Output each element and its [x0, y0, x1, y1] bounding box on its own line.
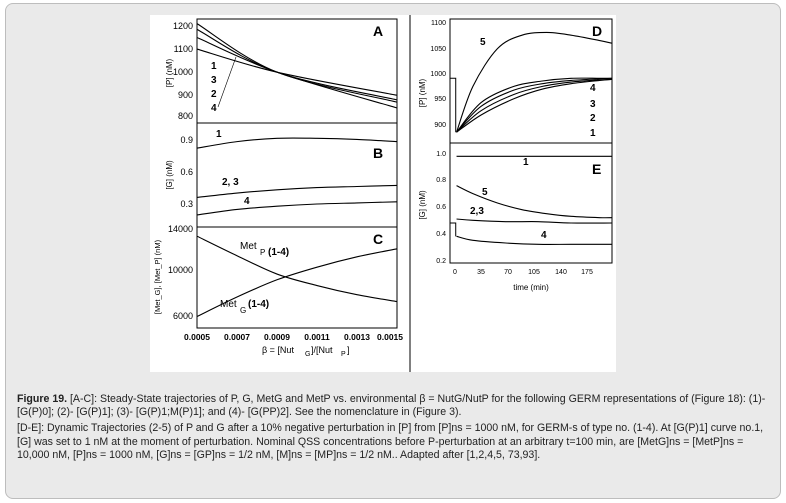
caption-paragraph-1 — [17, 393, 767, 419]
left-xlabel-beta: β = [Nut — [262, 345, 294, 355]
c-ylabel: [Met_G], [Met_P] (nM) — [153, 239, 162, 315]
panel-e-perturbation-step — [450, 223, 456, 236]
panel-label-a: A — [373, 23, 384, 39]
panel-e-series-line — [457, 236, 612, 244]
e-ytick: 0.2 — [436, 258, 446, 265]
a-curve-label: 1 — [211, 61, 217, 72]
right-xtick: 105 — [528, 269, 540, 276]
c-label-metp-suffix: (1-4) — [268, 247, 290, 258]
left-xlabel-end: ] — [347, 345, 350, 355]
left-plot-frame — [197, 19, 397, 328]
a-ytick: 1100 — [173, 44, 193, 54]
d-ytick: 1000 — [430, 71, 446, 78]
panel-a-series-line — [197, 49, 397, 95]
caption-text-1: [A-C]: Steady-State trajectories of P, G, MetG and MetP vs. environmental β = NutG/NutP for the following GERM representations of (Figure 18): (1)- [G(P)0]; (2)- [G(P)1]; (3)- [G(P)1;M(P)1]; and (4)- [G(PP)2]. See the nomenclature in (Figure 3). — [17, 393, 766, 419]
left-xlabel-sub1: G — [305, 351, 311, 358]
panel-b-series-line — [197, 202, 397, 215]
e-ytick: 0.4 — [436, 231, 446, 238]
right-xtick: 140 — [555, 269, 567, 276]
c-label-metp-text: Met — [240, 241, 257, 252]
e-curve-label: 5 — [482, 187, 488, 198]
panel-b-series-line — [197, 138, 397, 148]
panel-label-d: D — [592, 23, 603, 39]
left-xlabel — [262, 345, 350, 358]
figure-caption — [17, 393, 767, 465]
figure-area — [150, 15, 616, 372]
d-ytick: 950 — [434, 96, 446, 103]
panel-label-b: B — [373, 145, 384, 161]
e-ytick: 1.0 — [436, 151, 446, 158]
d-curve-label: 3 — [590, 99, 596, 110]
figure-svg — [150, 15, 616, 372]
right-plot-frame — [450, 19, 612, 263]
a-ytick: 1200 — [172, 21, 193, 31]
right-xtick: 35 — [477, 269, 485, 276]
c-label-metp-sub: P — [260, 248, 266, 257]
d-ytick: 1050 — [430, 46, 446, 53]
caption-paragraph-2 — [17, 422, 767, 462]
c-label-metg-suffix: (1-4) — [248, 299, 270, 310]
b-curve-label: 2, 3 — [222, 177, 239, 188]
left-xtick: 0.0011 — [304, 332, 330, 342]
caption-figure-number: Figure 19. — [17, 393, 68, 405]
a-curve-label: 2 — [211, 89, 217, 100]
e-curve-label: 4 — [541, 230, 547, 241]
e-curve-label: 1 — [523, 157, 529, 168]
c-ytick: 14000 — [167, 224, 193, 234]
panel-c-series-line — [197, 236, 397, 301]
b-ytick: 0.6 — [180, 167, 193, 177]
c-label-metg-text: Met — [220, 299, 237, 310]
a-leader-line — [218, 57, 236, 107]
a-ytick: 1000 — [172, 67, 193, 77]
e-curve-label: 2,3 — [470, 206, 484, 217]
e-ytick: 0.8 — [436, 177, 446, 184]
d-curve-label: 2 — [590, 113, 596, 124]
curves-layer — [197, 24, 612, 317]
a-curve-label: 3 — [211, 75, 217, 86]
a-ytick: 900 — [177, 90, 193, 100]
b-ytick: 0.9 — [180, 135, 193, 145]
panel-d-series-line — [457, 78, 612, 132]
d-ylabel: [P] (nM) — [418, 78, 427, 108]
right-xtick: 175 — [581, 269, 593, 276]
caption-text-2: [D-E]: Dynamic Trajectories (2-5) of P and G after a 10% negative perturbation in [P] from [P]ns = 1000 nM, for GERM-s of type no. (1-4). At [G(P)1] curve no.1, [G] was set to 1 nM at the moment of perturbation. Nominal QSS concentrations before P-perturbation at an arbitrary t=100 min, are [MetG]ns = [MetP]ns = 10,000 nM, [P]ns = 1000 nM, [G]ns = [GP]ns = 1/2 nM, [M]ns = [MP]ns = 1/2 nM.. Adapted after [1,2,4,5, 73,93]. — [17, 422, 764, 461]
left-xtick: 0.0009 — [264, 332, 290, 342]
left-xlabel-sub2: P — [341, 351, 346, 358]
a-ytick: 800 — [177, 111, 193, 121]
c-label-metg-sub: G — [240, 306, 247, 315]
left-xlabel-mid: ]/[Nut — [311, 345, 333, 355]
c-ytick: 6000 — [172, 311, 193, 321]
left-xtick: 0.0005 — [184, 332, 210, 342]
b-curve-label: 1 — [216, 129, 222, 140]
panel-a-series-line — [197, 24, 397, 103]
a-curve-label: 4 — [211, 103, 217, 114]
left-xtick: 0.0013 — [344, 332, 370, 342]
panel-label-c: C — [373, 231, 384, 247]
c-label-metp — [240, 241, 289, 258]
panel-d-series-line — [457, 79, 612, 132]
panel-d-perturbation-step — [450, 78, 456, 132]
c-ytick: 10000 — [167, 265, 193, 275]
a-ylabel: [P] (nM) — [165, 58, 174, 88]
d-curve-label: 1 — [590, 128, 596, 139]
right-xtick: 0 — [453, 269, 457, 276]
right-xtick: 70 — [504, 269, 512, 276]
right-xlabel: time (min) — [513, 283, 549, 292]
panel-e-series-line — [457, 219, 612, 223]
e-ytick: 0.6 — [436, 204, 446, 211]
panel-d-series-line — [457, 79, 612, 132]
left-xtick: 0.0007 — [224, 332, 250, 342]
d-curve-label: 4 — [590, 83, 596, 94]
b-curve-label: 4 — [244, 196, 250, 207]
panel-label-e: E — [592, 161, 602, 177]
b-ytick: 0.3 — [180, 199, 193, 209]
panel-d-series-line — [457, 78, 612, 132]
e-ylabel: [G] (nM) — [418, 190, 427, 220]
b-ylabel: [G] (nM) — [165, 160, 174, 190]
d-curve-label: 5 — [480, 37, 486, 48]
d-ytick: 1100 — [430, 20, 446, 27]
d-ytick: 900 — [434, 122, 446, 129]
left-xtick: 0.0015 — [377, 332, 403, 342]
